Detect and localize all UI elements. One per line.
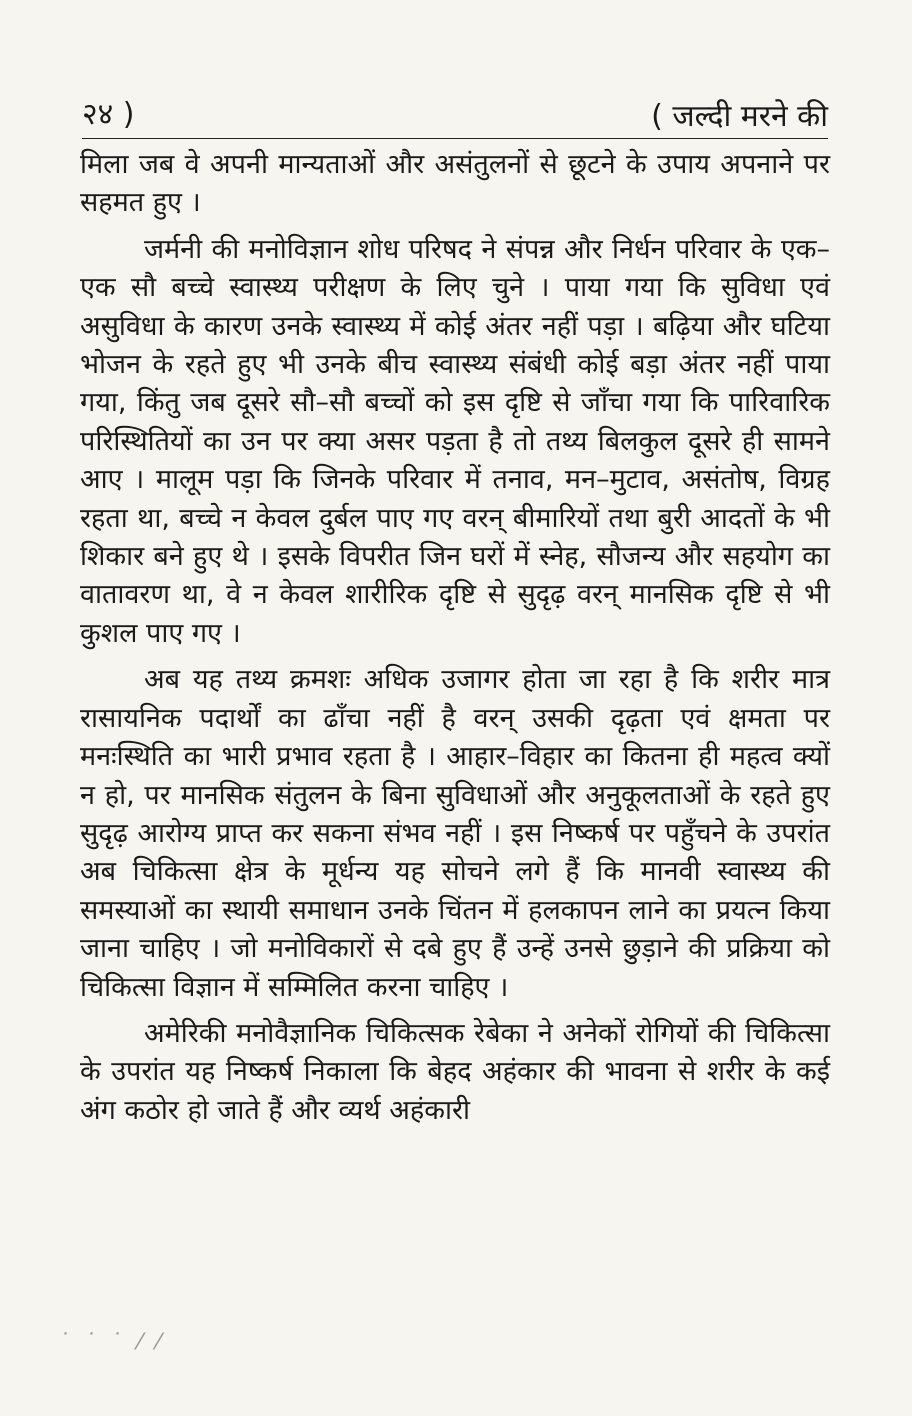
paragraph: जर्मनी की मनोविज्ञान शोध परिषद ने संपन्न और निर्धन परिवार के एक–एक सौ बच्चे स्वास्थ्य परीक्षण के लिए चुने । पाया गया कि सुविधा एवं असुविधा के कारण उनके स्वास्थ्य में कोई अंतर नहीं पड़ा । बढ़िया और घटिया भोजन के रहते हुए भी उनके बीच स्वास्थ्य संबंधी कोई बड़ा अंतर नहीं पाया गया, किंतु जब दूसरे सौ–सौ बच्चों को इस दृष्टि से जाँचा गया कि पारिवारिक परिस्थितियों का उन पर क्या असर पड़ता है तो तथ्य बिलकुल दूसरे ही सामने आए । मालूम पड़ा कि जिनके परिवार में तनाव, मन–मुटाव, असंतोष, विग्रह रहता था, बच्चे न केवल दुर्बल पाए गए वरन् बीमारियों तथा बुरी आदतों के भी शिकार बने हुए थे । इसके विपरीत जिन घरों में स्नेह, सौजन्य और सहयोग का वातावरण था, वे न केवल शारीरिक दृष्टि से सुदृढ़ वरन् मानसिक दृष्टि से भी कुशल पाए गए ।	[80, 233, 830, 649]
running-head: ( जल्दी मरने की	[651, 99, 828, 134]
paragraph: अमेरिकी मनोवैज्ञानिक चिकित्सक रेबेका ने अनेकों रोगियों की चिकित्सा के उपरांत यह निष्कर्ष निकाला कि बेहद अहंकार की भावना से शरीर के कई अंग कठोर हो जाते हैं और व्यर्थ अहंकारी	[80, 1017, 830, 1126]
header-rule	[82, 138, 828, 139]
scan-artifact: ˙ ˙ ˙ ⁄ ⁄	[60, 1330, 165, 1355]
paragraph: अब यह तथ्य क्रमशः अधिक उजागर होता जा रहा है कि शरीर मात्र रासायनिक पदार्थों का ढाँचा नहीं है वरन् उसकी दृढ़ता एवं क्षमता पर मनःस्थिति का भारी प्रभाव रहता है । आहार–विहार का कितना ही महत्व क्यों न हो, पर मानसिक संतुलन के बिना सुविधाओं और अनुकूलताओं के रहते हुए सुदृढ़ आरोग्य प्राप्त कर सकना संभव नहीं । इस निष्कर्ष पर पहुँचने के उपरांत अब चिकित्सा क्षेत्र के मूर्धन्य यह सोचने लगे हैं कि मानवी स्वास्थ्य की समस्याओं का स्थायी समाधान उनके चिंतन में हलकापन लाने का प्रयत्न किया जाना चाहिए । जो मनोविकारों से दबे हुए हैं उन्हें उनसे छुड़ाने की प्रक्रिया को चिकित्सा विज्ञान में सम्मिलित करना चाहिए ।	[80, 664, 830, 1003]
body-text	[80, 146, 830, 1138]
paragraph: मिला जब वे अपनी मान्यताओं और असंतुलनों से छूटने के उपाय अपनाने पर सहमत हुए ।	[80, 149, 830, 219]
page-number: २४ )	[82, 97, 135, 132]
page-header	[82, 92, 828, 132]
